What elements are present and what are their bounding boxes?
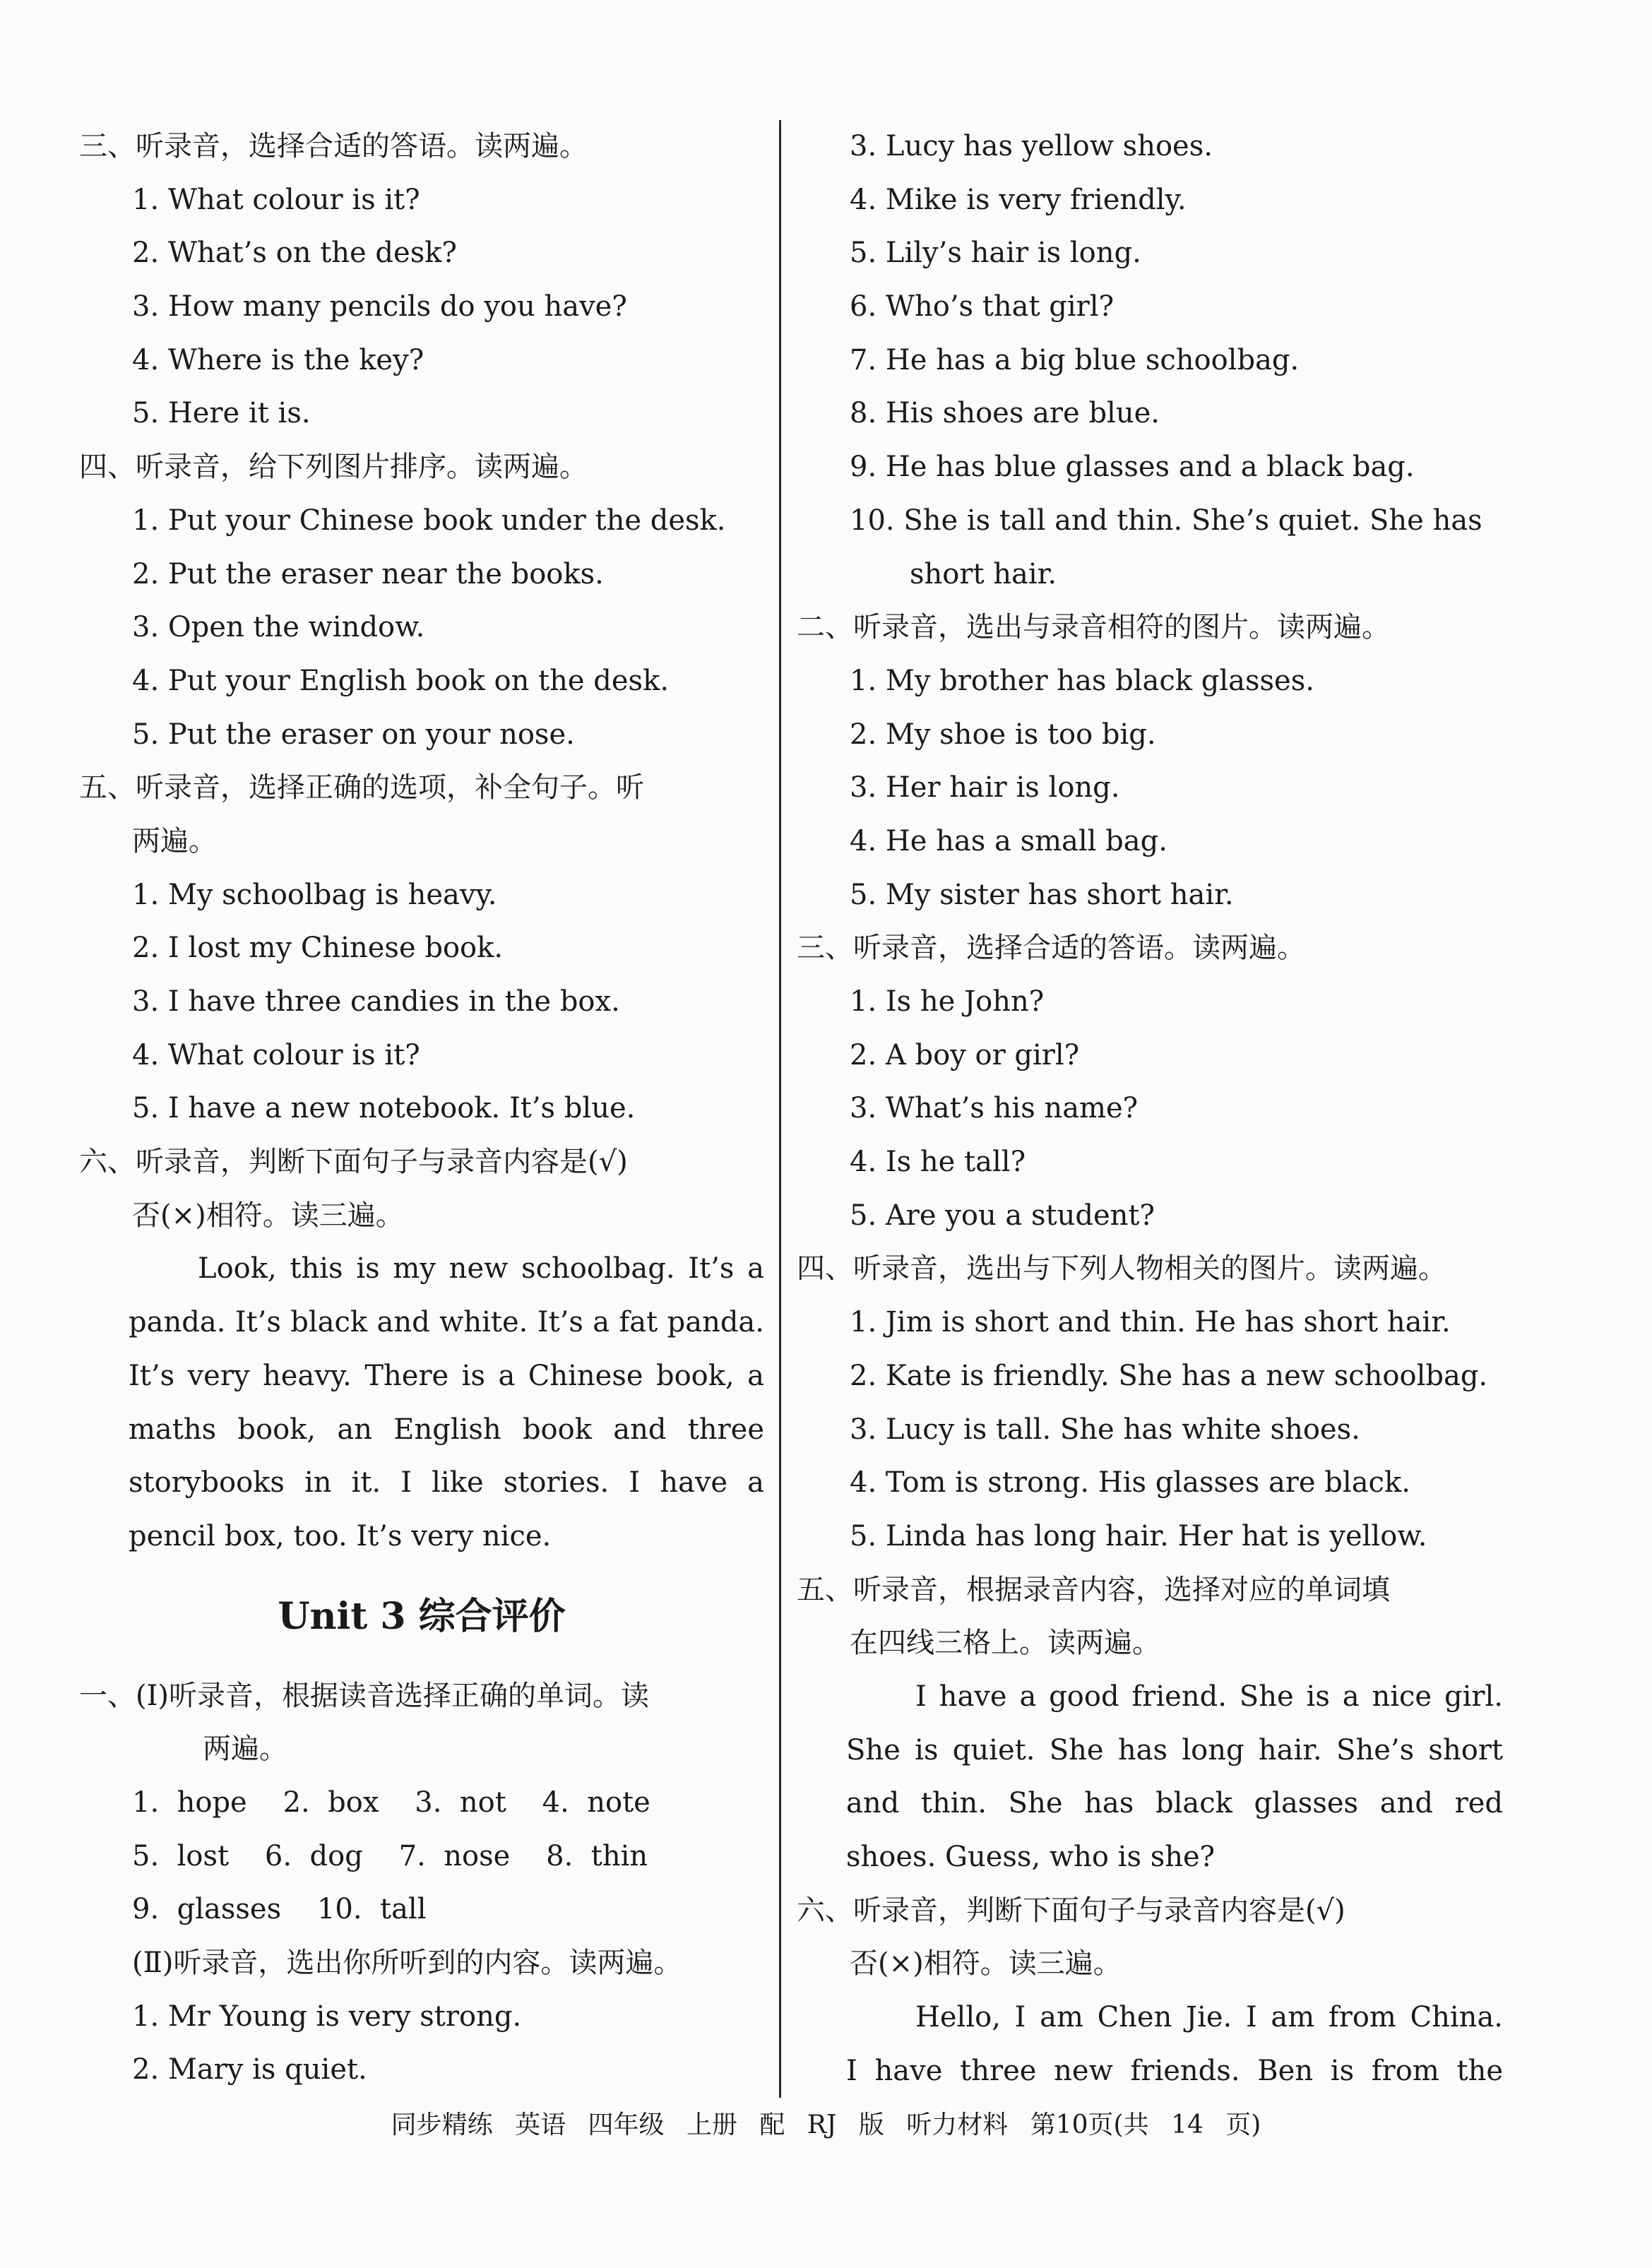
list-item: 5. Are you a student? xyxy=(850,1199,1155,1232)
list-item: 5. Linda has long hair. Her hat is yellow. xyxy=(850,1519,1427,1552)
word-row: 9. glasses 10. tall xyxy=(132,1893,427,1926)
sub-section-title: (Ⅱ)听录音，选出你所听到的内容。读两遍。 xyxy=(132,1947,682,1979)
list-item: 2. Kate is friendly. She has a new schoolbag. xyxy=(850,1359,1488,1392)
list-item: 4. Tom is strong. His glasses are black. xyxy=(850,1466,1410,1500)
list-item: 5. Lily’s hair is long. xyxy=(850,237,1141,270)
section-title: 三、听录音，选择合适的答语。读两遍。 xyxy=(79,130,588,162)
section-title-continued: 两遍。 xyxy=(203,1733,287,1766)
list-item: 6. Who’s that girl? xyxy=(850,290,1115,323)
paragraph-line: shoes. Guess, who is she? xyxy=(846,1841,1216,1873)
paragraph-line: panda. It’s black and white. It’s a fat panda. xyxy=(129,1306,764,1339)
list-item: 4. Where is the key? xyxy=(132,343,424,376)
list-item: 2. Put the eraser near the books. xyxy=(132,557,604,590)
list-item: 3. Lucy has yellow shoes. xyxy=(850,130,1213,162)
list-item: 5. I have a new notebook. It’s blue. xyxy=(132,1092,636,1125)
section-title-continued: 否(×)相符。读三遍。 xyxy=(132,1199,404,1232)
list-item: 3. Her hair is long. xyxy=(850,771,1120,805)
paragraph-line: She is quiet. She has long hair. She’s short xyxy=(846,1733,1503,1767)
list-item: 1. Jim is short and thin. He has short hair. xyxy=(850,1306,1451,1339)
section-title: 一、(Ⅰ)听录音，根据读音选择正确的单词。读 xyxy=(79,1679,650,1712)
list-item: 7. He has a big blue schoolbag. xyxy=(850,343,1300,376)
section-title-continued: 在四线三格上。读两遍。 xyxy=(850,1627,1160,1660)
list-item: 4. Mike is very friendly. xyxy=(850,183,1187,216)
list-item: 1. Is he John? xyxy=(850,985,1045,1018)
paragraph-line: pencil box, too. It’s very nice. xyxy=(129,1519,552,1552)
section-title: 四、听录音，选出与下列人物相关的图片。读两遍。 xyxy=(797,1252,1446,1286)
paragraph-line: Hello, I am Chen Jie. I am from China. xyxy=(915,2001,1503,2034)
list-item: 10. She is tall and thin. She’s quiet. She has xyxy=(850,504,1482,537)
section-title: 六、听录音，判断下面句子与录音内容是(√) xyxy=(79,1146,628,1179)
list-item: 5. Here it is. xyxy=(132,397,311,430)
paragraph-line: storybooks in it. I like stories. I have a xyxy=(129,1466,764,1500)
list-item: 3. I have three candies in the box. xyxy=(132,985,620,1018)
list-item: 3. How many pencils do you have? xyxy=(132,290,627,323)
paragraph-line: Look, this is my new schoolbag. It’s a xyxy=(198,1252,764,1286)
section-title: 二、听录音，选出与录音相符的图片。读两遍。 xyxy=(797,611,1390,644)
paragraph-line: maths book, an English book and three xyxy=(129,1413,764,1446)
list-item: 3. Open the window. xyxy=(132,611,425,644)
list-item: 3. What’s his name? xyxy=(850,1092,1139,1125)
list-item: 4. Put your English book on the desk. xyxy=(132,664,670,697)
list-item: 8. His shoes are blue. xyxy=(850,397,1160,430)
section-title: 五、听录音，根据录音内容，选择对应的单词填 xyxy=(797,1573,1390,1606)
list-item: 1. Put your Chinese book under the desk. xyxy=(132,504,726,537)
list-item: 4. Is he tall? xyxy=(850,1146,1026,1179)
section-title: 六、听录音，判断下面句子与录音内容是(√) xyxy=(797,1894,1345,1927)
section-title-continued: 两遍。 xyxy=(132,824,217,857)
list-item: 9. He has blue glasses and a black bag. xyxy=(850,451,1415,484)
list-item: 1. My brother has black glasses. xyxy=(850,664,1314,697)
list-item: 5. My sister has short hair. xyxy=(850,878,1234,911)
list-item: 2. Mary is quiet. xyxy=(132,2053,367,2086)
paragraph-line: I have a good friend. She is a nice girl. xyxy=(915,1680,1503,1713)
column-divider xyxy=(779,120,781,2098)
list-item: 4. He has a small bag. xyxy=(850,824,1167,857)
section-title: 三、听录音，选择合适的答语。读两遍。 xyxy=(797,932,1305,965)
list-item: 2. My shoe is too big. xyxy=(850,718,1156,751)
word-row: 1. hope 2. box 3. not 4. note xyxy=(132,1786,650,1819)
list-item: 5. Put the eraser on your nose. xyxy=(132,718,575,751)
paragraph-line: It’s very heavy. There is a Chinese book, a xyxy=(129,1359,764,1392)
section-title-continued: 否(×)相符。读三遍。 xyxy=(850,1947,1122,1981)
paragraph-line: I have three new friends. Ben is from the xyxy=(846,2054,1503,2087)
page-footer: 同步精练 英语 四年级 上册 配 RJ 版 听力材料 第10页(共 14 页) xyxy=(391,2110,1261,2139)
left-column xyxy=(79,120,764,2097)
right-column xyxy=(797,120,1503,2098)
list-item: 2. What’s on the desk? xyxy=(132,237,457,270)
list-item: 2. A boy or girl? xyxy=(850,1038,1080,1071)
list-item: 1. My schoolbag is heavy. xyxy=(132,878,497,911)
paragraph-line: and thin. She has black glasses and red xyxy=(846,1787,1503,1820)
unit-title: Unit 3 综合评价 xyxy=(278,1594,566,1638)
list-item: 2. I lost my Chinese book. xyxy=(132,932,504,965)
list-item: 3. Lucy is tall. She has white shoes. xyxy=(850,1413,1360,1446)
list-item: 1. Mr Young is very strong. xyxy=(132,2000,522,2033)
section-title: 四、听录音，给下列图片排序。读两遍。 xyxy=(79,451,588,484)
section-title: 五、听录音，选择正确的选项，补全句子。听 xyxy=(79,771,644,805)
list-item-continued: short hair. xyxy=(910,557,1057,590)
list-item: 1. What colour is it? xyxy=(132,183,420,216)
word-row: 5. lost 6. dog 7. nose 8. thin xyxy=(132,1839,648,1872)
list-item: 4. What colour is it? xyxy=(132,1038,420,1071)
